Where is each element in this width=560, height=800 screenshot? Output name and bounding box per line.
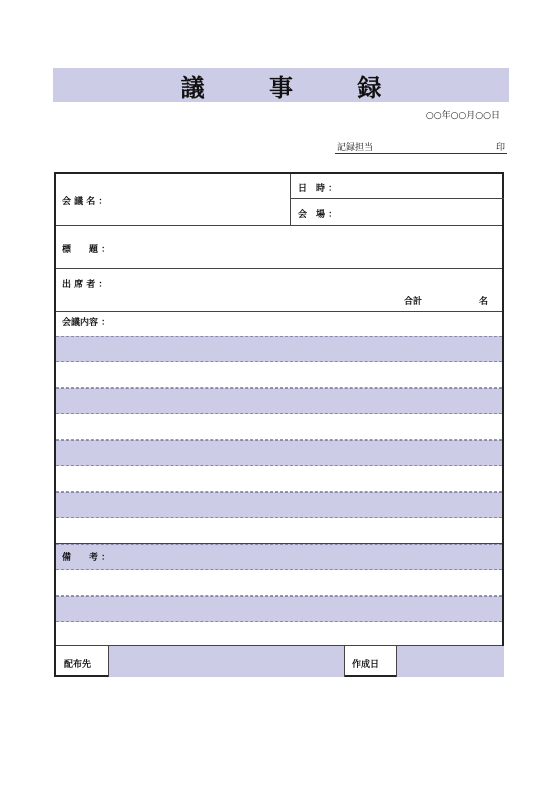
meeting-info-divider <box>290 174 291 226</box>
created-date-label: 作成日 <box>352 660 380 670</box>
created-date-field <box>396 646 504 677</box>
datetime-divider <box>290 198 504 199</box>
subject-label: 標 題 ： <box>62 245 111 255</box>
count-unit: 名 <box>479 297 489 307</box>
remarks-line-band <box>56 544 502 570</box>
document-date: ○○年○○月○○日 <box>425 111 500 121</box>
meeting-info-row <box>56 174 502 226</box>
remarks-line-band <box>56 596 502 622</box>
remarks-label: 備 考 ： <box>62 553 111 563</box>
seal-mark: 印 <box>495 143 505 153</box>
cell-divider <box>396 646 397 677</box>
attendees-label: 出 席 者 ： <box>62 280 108 290</box>
content-line-band <box>56 492 502 518</box>
row-divider <box>56 268 502 269</box>
distribution-field <box>108 646 344 677</box>
distribution-row <box>56 646 502 677</box>
row-divider <box>56 225 502 226</box>
meeting-name-label: 会 議 名 ： <box>62 197 108 207</box>
title-band <box>53 68 509 102</box>
content-line-band <box>56 388 502 414</box>
cell-divider <box>108 646 109 677</box>
minutes-form <box>54 172 504 677</box>
content-line-band <box>56 440 502 466</box>
cell-divider <box>344 646 345 677</box>
venue-label: 会 場 ： <box>298 210 338 220</box>
recorder-line <box>335 139 507 154</box>
row-divider <box>56 311 502 312</box>
total-label: 合計 <box>404 297 423 307</box>
recorder-label: 記録担当 <box>337 143 374 153</box>
content-label: 会議内容 ： <box>62 318 111 328</box>
datetime-label: 日 時 ： <box>298 184 338 194</box>
content-line-band <box>56 336 502 362</box>
distribution-label: 配布先 <box>64 660 92 670</box>
page-title: 議 事 録 <box>180 72 410 102</box>
